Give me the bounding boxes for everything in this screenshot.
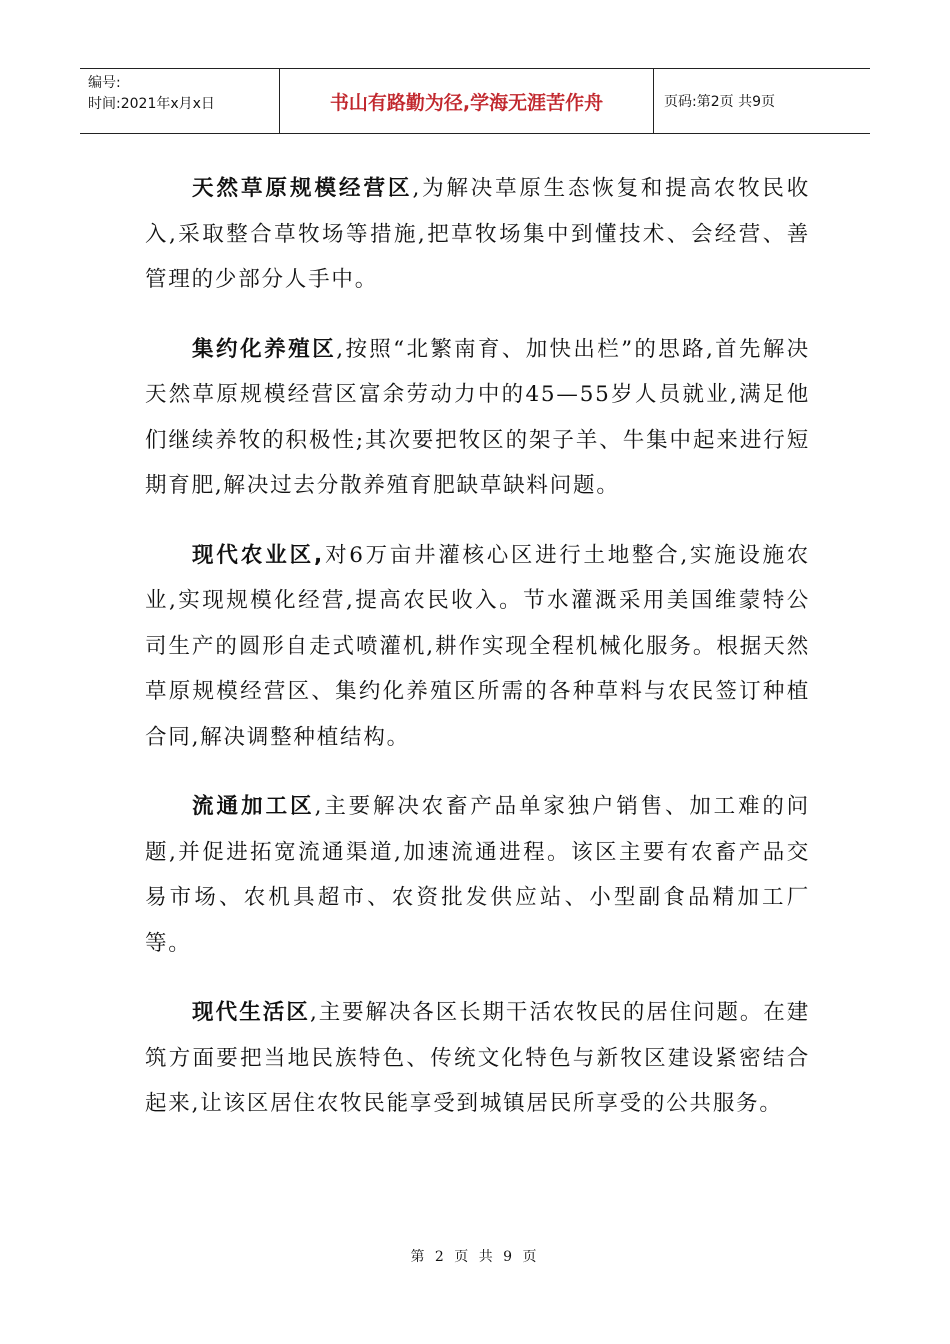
paragraph-term: 流通加工区 bbox=[192, 794, 315, 819]
page-footer: 第 2 页 共 9 页 bbox=[410, 1249, 540, 1265]
paragraph-text: ,主要解决农畜产品单家独户销售、加工难的问题,并促进拓宽流通渠道,加速流通进程。该区主要有农畜产品交易市场、农机具超市、农资批发供应站、小型副食品精加工厂等。 bbox=[145, 794, 810, 956]
paragraph-text: 对6万亩井灌核心区进行土地整合,实施设施农业,实现规模化经营,提高农民收入。节水灌溉采用美国维蒙特公司生产的圆形自走式喷灌机,耕作实现全程机械化服务。根据天然草原规模经营区、集约化养殖区所需的各种草料与农民签订种植合同,解决调整种植结构。 bbox=[145, 542, 810, 750]
paragraph-text: ,为解决草原生态恢复和提高农牧民收入,采取整合草牧场等措施,把草牧场集中到懂技术、会经营、善管理的少部分人手中。 bbox=[145, 176, 810, 292]
paragraph-term: 现代农业区, bbox=[192, 542, 325, 568]
time-label: 时间:2021年x月x日 bbox=[88, 96, 215, 112]
header-meta bbox=[80, 69, 280, 133]
paragraph-breeding bbox=[145, 327, 810, 509]
document-body bbox=[145, 166, 810, 1151]
paragraph-term: 集约化养殖区 bbox=[192, 336, 337, 362]
paragraph-living bbox=[145, 990, 810, 1127]
paragraph-text: ,按照“北繁南育、加快出栏”的思路,首先解决天然草原规模经营区富余劳动力中的45—55岁人员就业,满足他们继续养牧的积极性;其次要把牧区的架子羊、牛集中起来进行短期育肥,解决过去分散养殖育肥缺草缺料问题。 bbox=[145, 336, 810, 498]
document-header bbox=[80, 68, 870, 134]
header-motto: 书山有路勤为径,学海无涯苦作舟 bbox=[280, 69, 654, 133]
paragraph-grassland bbox=[145, 166, 810, 303]
paragraph-term: 现代生活区 bbox=[192, 1000, 310, 1025]
paragraph-text: ,主要解决各区长期干活农牧民的居住问题。在建筑方面要把当地民族特色、传统文化特色与新牧区建设紧密结合起来,让该区居住农牧民能享受到城镇居民所享受的公共服务。 bbox=[145, 1000, 810, 1116]
header-page-info: 页码:第2页 共9页 bbox=[664, 94, 775, 110]
code-label: 编号: bbox=[88, 75, 121, 91]
paragraph-term: 天然草原规模经营区 bbox=[192, 176, 413, 201]
paragraph-agriculture bbox=[145, 533, 810, 761]
paragraph-processing bbox=[145, 784, 810, 966]
